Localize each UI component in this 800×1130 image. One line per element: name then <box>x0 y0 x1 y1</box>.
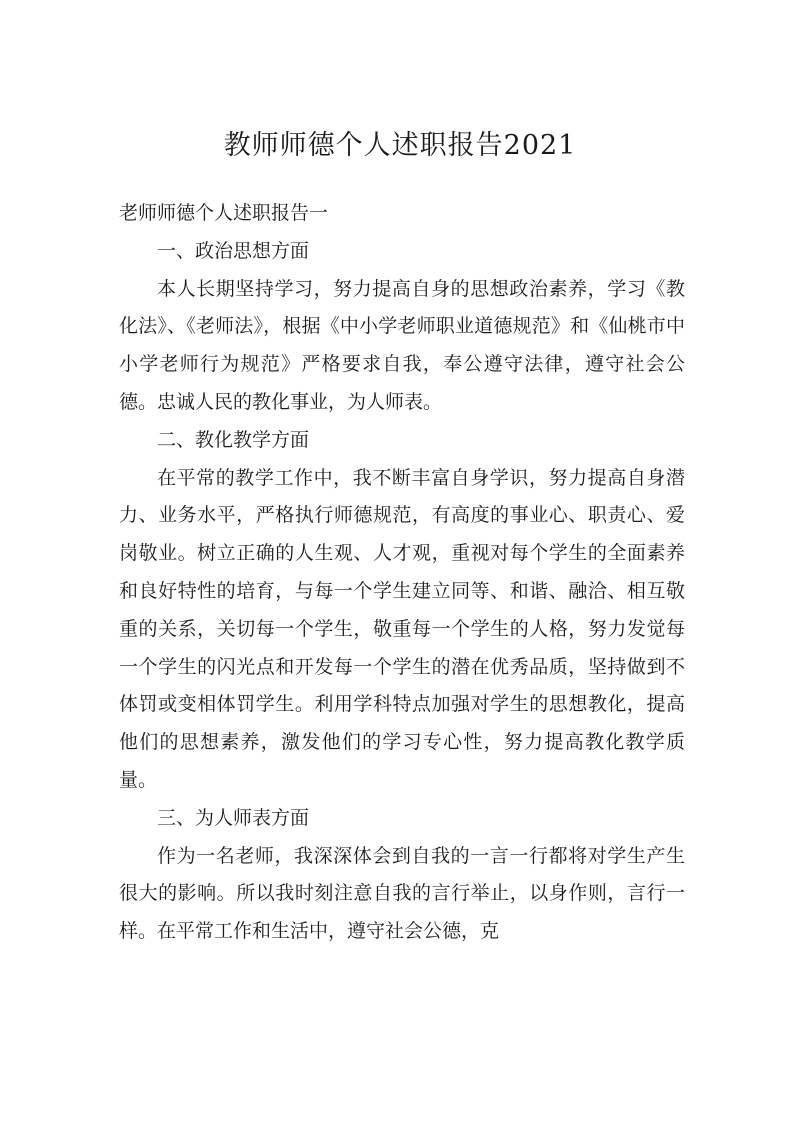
section-heading-teaching: 二、教化教学方面 <box>157 428 310 451</box>
report-subtitle: 老师师德个人述职报告一 <box>119 202 329 224</box>
section-paragraph-politics: 本人长期坚持学习，努力提高自身的思想政治素养，学习《教化法》、《老师法》，根据《中小学老师职业道德规范》和《仙桃市中小学老师行为规范》严格要求自我，奉公遵守法律，遵守社会公德。忠诚人民的教化事业，为人师表。 <box>119 277 685 413</box>
section-paragraph-teaching: 在平常的教学工作中，我不断丰富自身学识，努力提高自身潜力、业务水平，严格执行师德规范，有高度的事业心、职责心、爱岗敬业。树立正确的人生观、人才观，重视对每个学生的全面素养和良好特性的培育，与每一个学生建立同等、和谐、融洽、相互敬重的关系，关切每一个学生，敬重每一个学生的人格，努力发觉每一个学生的闪光点和开发每一个学生的潜在优秀品质，坚持做到不体罚或变相体罚学生。利用学科特点加强对学生的思想教化，提高他们的思想素养，激发他们的学习专心性，努力提高教化教学质量。 <box>119 466 685 791</box>
document-body <box>119 195 685 951</box>
document-title: 教师师德个人述职报告2021 <box>223 130 577 161</box>
section-paragraph-role-model: 作为一名老师，我深深体会到自我的一言一行都将对学生产生很大的影响。所以我时刻注意自我的言行举止，以身作则，言行一样。在平常工作和生活中，遵守社会公德，克 <box>119 844 685 943</box>
section-heading-politics: 一、政治思想方面 <box>157 239 310 262</box>
section-heading-role-model: 三、为人师表方面 <box>157 806 310 829</box>
